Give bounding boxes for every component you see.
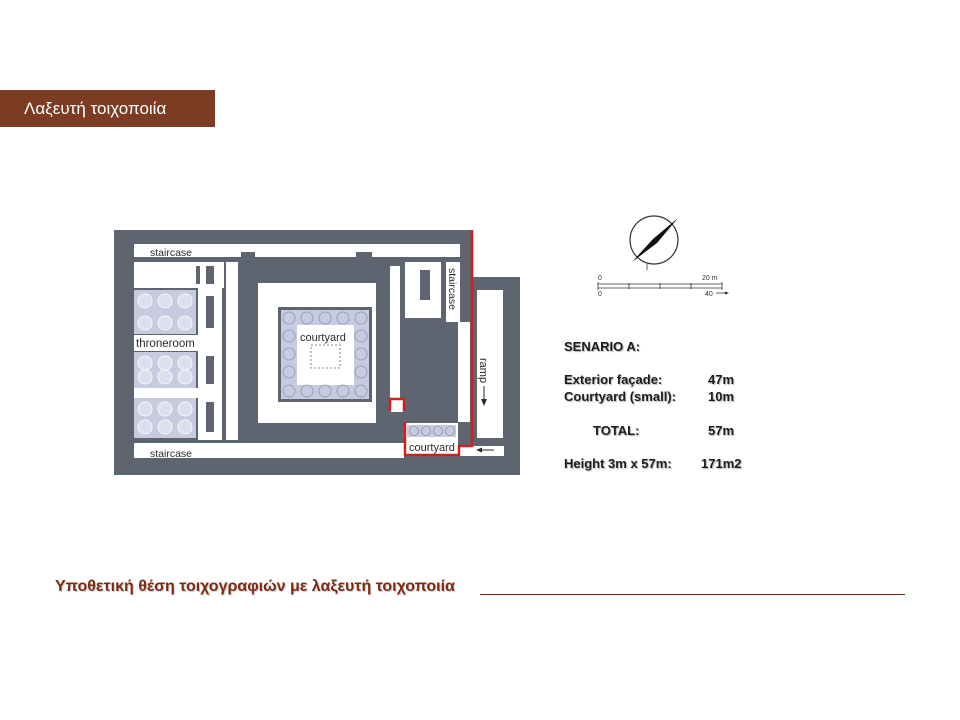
exterior-facade-label: Exterior façade:	[564, 372, 663, 387]
staircase-top-label: staircase	[150, 247, 193, 259]
scale-metric-start: 0	[598, 275, 602, 282]
column	[158, 402, 172, 416]
ramp-label: ramp	[477, 358, 489, 384]
staircase-right-label: staircase	[446, 268, 458, 311]
floor-plan	[110, 225, 525, 480]
notch	[391, 400, 403, 412]
column	[138, 420, 152, 434]
column	[178, 356, 192, 370]
column	[158, 294, 172, 308]
column	[178, 294, 192, 308]
column	[138, 294, 152, 308]
compass-and-scale	[590, 205, 740, 300]
staircase-bottom-label: staircase	[150, 448, 193, 460]
column	[158, 316, 172, 330]
column	[178, 316, 192, 330]
total-label: TOTAL:	[593, 423, 640, 438]
scale-imperial-end: 40	[705, 291, 713, 298]
scale-metric-end: 20 m	[702, 275, 718, 282]
column	[138, 370, 152, 384]
column	[158, 370, 172, 384]
column	[138, 402, 152, 416]
column	[158, 420, 172, 434]
throneroom-label: throneroom	[136, 338, 195, 350]
room-partition	[420, 270, 430, 300]
column	[178, 420, 192, 434]
courtyard-small-length-value: 10m	[708, 389, 735, 404]
slide-caption: Υποθετική θέση τοιχογραφιών με λαξευτή τοιχοποιία	[55, 578, 455, 595]
column	[138, 356, 152, 370]
column	[178, 402, 192, 416]
courtyard-small-length-label: Courtyard (small):	[564, 389, 676, 404]
height-area-label: Height 3m x 57m:	[564, 456, 672, 471]
caption-underline	[480, 594, 905, 595]
slide-title: Λαξευτή τοιχοποιία	[24, 99, 167, 118]
scale-imperial-start: 0	[598, 291, 602, 298]
east-passage	[458, 322, 470, 422]
corridor-pier	[206, 296, 214, 328]
column	[178, 370, 192, 384]
room-partition	[196, 266, 200, 284]
corridor-pier	[206, 402, 214, 432]
east-corridor	[390, 266, 400, 398]
courtyard-small-label: courtyard	[409, 442, 455, 454]
scenario-heading: SENARIO A:	[564, 339, 641, 354]
total-value: 57m	[708, 423, 735, 438]
exterior-facade-value: 47m	[708, 372, 735, 387]
scale-arrow-head	[725, 292, 729, 295]
corridor-pier	[206, 356, 214, 384]
column	[158, 356, 172, 370]
column	[138, 316, 152, 330]
corridor-pier	[356, 252, 372, 257]
throneroom-divider	[134, 388, 198, 398]
west-corridor	[226, 262, 238, 440]
corridor-pier	[241, 252, 255, 257]
courtyard-main-label: courtyard	[300, 332, 346, 344]
north-arrow-icon	[632, 218, 678, 262]
room-partition	[206, 266, 214, 284]
title-banner	[0, 90, 215, 127]
height-area-value: 171m2	[701, 456, 742, 471]
